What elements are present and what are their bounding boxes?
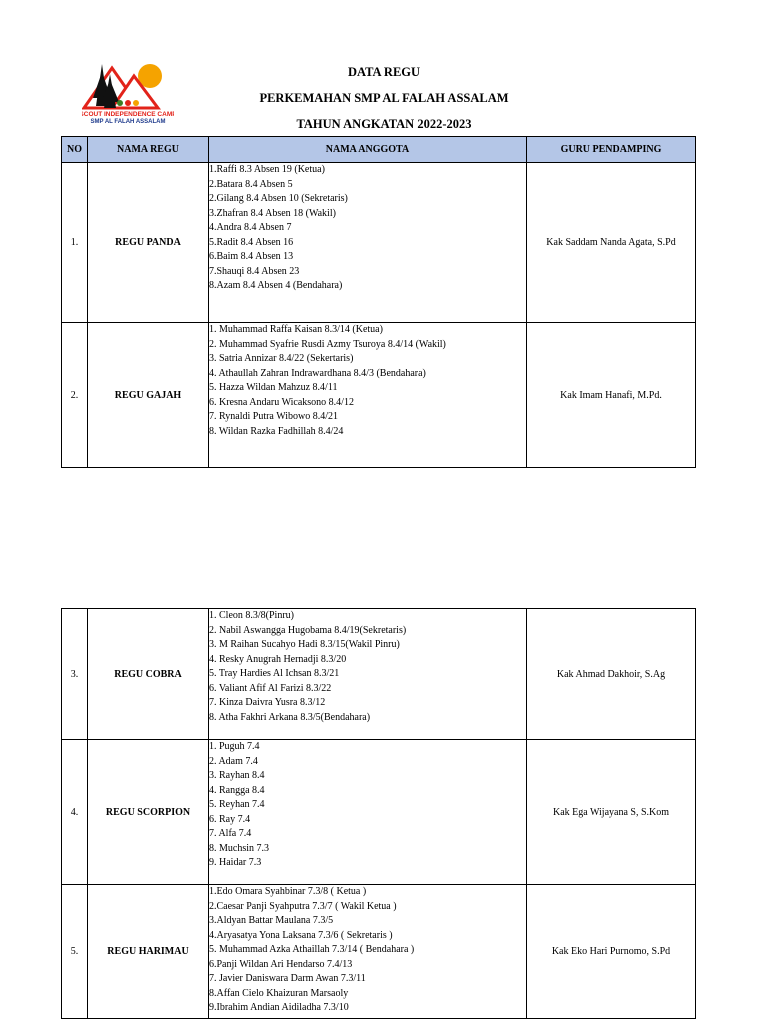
member-list	[209, 323, 526, 439]
group-members	[209, 740, 527, 885]
list-item: 8. Wildan Razka Fadhillah 8.4/24	[209, 425, 344, 437]
list-item: 2.Batara 8.4 Absen 5	[209, 178, 293, 190]
table-row	[62, 885, 696, 1019]
col-guru-header: GURU PENDAMPING	[527, 137, 696, 163]
list-item: 7. Rynaldi Putra Wibowo 8.4/21	[209, 411, 339, 422]
list-item: 4. Athaullah Zahran Indrawardhana 8.4/3 (Bendahara)	[209, 367, 426, 379]
group-name: REGU SCORPION	[88, 740, 209, 885]
document-title: DATA REGU	[347, 65, 421, 79]
table-row	[62, 740, 696, 885]
table-row	[62, 323, 696, 468]
group-number: 3.	[62, 609, 88, 740]
list-item: 5. Muhammad Azka Athaillah 7.3/14 ( Bendahara )	[209, 944, 415, 955]
group-number: 4.	[62, 740, 88, 885]
logo-line-2: SMP AL FALAH ASSALAM	[90, 119, 166, 125]
list-item: 1.Edo Omara Syahbinar 7.3/8 ( Ketua )	[209, 886, 367, 897]
group-members	[209, 323, 527, 468]
list-item: 8.Azam 8.4 Absen 4 (Bendahara)	[209, 280, 343, 291]
group-mentor: Kak Eko Hari Purnomo, S.Pd	[527, 885, 696, 1019]
list-item: 9.Ibrahim Andian Aidiladha 7.3/10	[209, 1002, 349, 1013]
list-item: 6. Kresna Andaru Wicaksono 8.4/12	[209, 396, 354, 408]
camp-logo	[82, 58, 174, 128]
list-item: 3.Aldyan Battar Maulana 7.3/5	[209, 915, 334, 926]
list-item: 8. Muchsin 7.3	[209, 842, 269, 854]
member-list	[209, 885, 526, 1016]
regu-table-page-1	[61, 136, 696, 468]
table-row	[62, 163, 696, 323]
group-members	[209, 609, 527, 740]
list-item: 5. Hazza Wildan Mahzuz 8.4/11	[209, 382, 338, 393]
col-no-header: NO	[62, 137, 88, 163]
list-item: 7. Javier Daniswara Darm Awan 7.3/11	[209, 973, 366, 984]
table-row	[62, 609, 696, 740]
group-name: REGU COBRA	[88, 609, 209, 740]
list-item: 2. Muhammad Syafrie Rusdi Azmy Tsuroya 8.4/14 (Wakil)	[209, 338, 446, 350]
list-item: 2. Nabil Aswangga Hugobama 8.4/19(Sekretaris)	[209, 624, 407, 636]
group-name: REGU HARIMAU	[88, 885, 209, 1019]
list-item: 2.Gilang 8.4 Absen 10 (Sekretaris)	[209, 193, 348, 204]
group-members	[209, 885, 527, 1019]
list-item: 8. Atha Fakhri Arkana 8.3/5(Bendahara)	[209, 711, 371, 723]
list-item: 2.Caesar Panji Syahputra 7.3/7 ( Wakil Ketua )	[209, 900, 397, 912]
group-number: 5.	[62, 885, 88, 1019]
list-item: 7. Kinza Daivra Yusra 8.3/12	[209, 697, 326, 708]
list-item: 6. Valiant Afif Al Farizi 8.3/22	[209, 682, 332, 694]
member-list	[209, 740, 526, 871]
list-item: 5. Tray Hardies Al Ichsan 8.3/21	[209, 668, 340, 679]
list-item: 8.Affan Cielo Khaizuran Marsaoly	[209, 987, 349, 999]
list-item: 1. Muhammad Raffa Kaisan 8.3/14 (Ketua)	[209, 324, 383, 335]
list-item: 4. Resky Anugrah Hernadji 8.3/20	[209, 653, 347, 665]
list-item: 6. Ray 7.4	[209, 813, 251, 825]
list-item: 3. M Raihan Sucahyo Hadi 8.3/15(Wakil Pinru)	[209, 639, 400, 650]
list-item: 1.Raffi 8.3 Absen 19 (Ketua)	[209, 164, 325, 175]
col-nama-regu-header: NAMA REGU	[88, 137, 209, 163]
regu-table-page-2	[61, 608, 696, 1019]
group-number: 2.	[62, 323, 88, 468]
document-year: TAHUN ANGKATAN 2022-2023	[296, 117, 472, 131]
list-item: 3.Zhafran 8.4 Absen 18 (Wakil)	[209, 207, 336, 219]
list-item: 4. Rangga 8.4	[209, 784, 265, 796]
list-item: 5. Reyhan 7.4	[209, 799, 265, 810]
table-header-row	[62, 137, 696, 163]
list-item: 3. Rayhan 8.4	[209, 770, 265, 781]
group-mentor: Kak Imam Hanafi, M.Pd.	[527, 323, 696, 468]
list-item: 4.Aryasatya Yona Laksana 7.3/6 ( Sekretaris )	[209, 929, 393, 941]
list-item: 2. Adam 7.4	[209, 755, 258, 767]
group-mentor: Kak Saddam Nanda Agata, S.Pd	[527, 163, 696, 323]
col-nama-anggota-header: NAMA ANGGOTA	[209, 137, 527, 163]
list-item: 9. Haidar 7.3	[209, 857, 262, 868]
list-item: 4.Andra 8.4 Absen 7	[209, 222, 292, 233]
list-item: 7.Shauqi 8.4 Absen 23	[209, 265, 300, 277]
group-mentor: Kak Ahmad Dakhoir, S.Ag	[527, 609, 696, 740]
list-item: 1. Cleon 8.3/8(Pinru)	[209, 610, 294, 621]
document-header	[200, 64, 568, 142]
member-list	[209, 163, 526, 294]
group-members	[209, 163, 527, 323]
list-item: 3. Satria Annizar 8.4/22 (Sekertaris)	[209, 353, 354, 364]
group-name: REGU PANDA	[88, 163, 209, 323]
list-item: 7. Alfa 7.4	[209, 828, 252, 839]
group-name: REGU GAJAH	[88, 323, 209, 468]
list-item: 6.Panji Wildan Ari Hendarso 7.4/13	[209, 958, 353, 970]
list-item: 6.Baim 8.4 Absen 13	[209, 251, 294, 262]
group-number: 1.	[62, 163, 88, 323]
logo-line-1: SCOUT INDEPENDENCE CAMP	[82, 111, 174, 118]
group-mentor: Kak Ega Wijayana S, S.Kom	[527, 740, 696, 885]
member-list	[209, 609, 526, 725]
list-item: 5.Radit 8.4 Absen 16	[209, 236, 294, 248]
document-subtitle: PERKEMAHAN SMP AL FALAH ASSALAM	[259, 91, 509, 105]
list-item: 1. Puguh 7.4	[209, 741, 260, 752]
